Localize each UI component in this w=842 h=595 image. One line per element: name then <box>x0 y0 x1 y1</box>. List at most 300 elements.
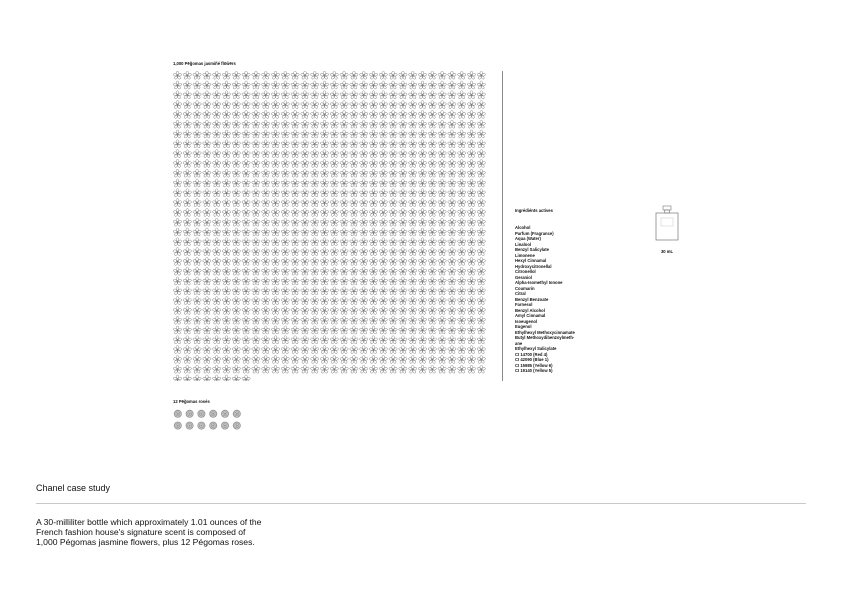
ingredient-item: Benzyl Benzoate <box>515 296 549 302</box>
jasmine-flower-icon <box>467 110 476 119</box>
jasmine-flower-icon <box>369 336 378 345</box>
jasmine-flower-icon <box>320 159 329 168</box>
jasmine-flower-icon <box>389 199 398 208</box>
jasmine-flower-icon <box>369 257 378 266</box>
jasmine-flower-icon <box>457 277 466 286</box>
jasmine-flower-icon <box>271 110 280 119</box>
jasmine-flower-icon <box>251 326 260 335</box>
jasmine-flower-icon <box>408 316 417 325</box>
jasmine-flower-icon <box>340 130 349 139</box>
jasmine-flower-icon <box>398 120 407 129</box>
jasmine-flower-icon <box>379 355 388 364</box>
perfume-bottle-icon <box>652 205 682 241</box>
jasmine-flower-icon <box>438 365 447 374</box>
jasmine-flower-icon <box>310 101 319 110</box>
jasmine-flower-icon <box>398 326 407 335</box>
jasmine-flower-icon <box>300 248 309 257</box>
jasmine-flower-icon <box>222 169 231 178</box>
jasmine-flower-icon <box>438 306 447 315</box>
jasmine-flower-icon <box>398 169 407 178</box>
jasmine-flower-icon <box>310 287 319 296</box>
jasmine-flower-icon <box>428 130 437 139</box>
bottle-volume-caption: 30 mL <box>660 249 674 254</box>
jasmine-flower-icon <box>232 81 241 90</box>
jasmine-flower-icon <box>389 346 398 355</box>
jasmine-flower-icon <box>261 71 270 80</box>
jasmine-flower-icon <box>212 316 221 325</box>
jasmine-flower-icon <box>222 159 231 168</box>
jasmine-flower-icon <box>183 208 192 217</box>
jasmine-flower-icon <box>477 91 486 100</box>
jasmine-flower-icon <box>251 287 260 296</box>
jasmine-flower-icon <box>291 297 300 306</box>
jasmine-flower-icon <box>389 257 398 266</box>
jasmine-flower-icon <box>349 101 358 110</box>
jasmine-flower-icon <box>457 365 466 374</box>
jasmine-flower-icon <box>222 101 231 110</box>
jasmine-flower-icon <box>349 169 358 178</box>
jasmine-flower-icon <box>300 306 309 315</box>
jasmine-flower-icon <box>379 316 388 325</box>
jasmine-flower-icon <box>359 91 368 100</box>
jasmine-flower-icon <box>330 199 339 208</box>
jasmine-flower-icon <box>202 297 211 306</box>
jasmine-flower-icon <box>369 91 378 100</box>
jasmine-flower-icon <box>202 336 211 345</box>
jasmine-flower-icon <box>340 228 349 237</box>
jasmine-flower-icon <box>389 316 398 325</box>
jasmine-flower-icon <box>408 218 417 227</box>
jasmine-flower-icon <box>359 150 368 159</box>
jasmine-flower-icon <box>202 179 211 188</box>
jasmine-flower-icon <box>457 316 466 325</box>
jasmine-flower-icon <box>310 91 319 100</box>
jasmine-flower-icon <box>183 120 192 129</box>
jasmine-flower-icon <box>271 248 280 257</box>
jasmine-flower-icon <box>212 326 221 335</box>
jasmine-flower-icon <box>398 316 407 325</box>
jasmine-flower-icon <box>291 228 300 237</box>
jasmine-flower-icon <box>212 101 221 110</box>
jasmine-flower-icon <box>212 140 221 149</box>
jasmine-flower-icon <box>251 267 260 276</box>
jasmine-flower-icon <box>222 91 231 100</box>
jasmine-flower-icon <box>477 110 486 119</box>
jasmine-flower-icon <box>349 199 358 208</box>
jasmine-flower-icon <box>300 150 309 159</box>
jasmine-flower-icon <box>457 238 466 247</box>
ingredient-item: Citral <box>515 291 526 297</box>
jasmine-flower-icon <box>261 101 270 110</box>
ingredient-item: CI 19140 (Yellow 5) <box>515 368 553 374</box>
jasmine-flower-icon <box>359 159 368 168</box>
jasmine-flower-icon <box>242 208 251 217</box>
jasmine-flower-icon <box>359 169 368 178</box>
jasmine-flower-icon <box>242 365 251 374</box>
jasmine-flower-icon <box>202 257 211 266</box>
jasmine-flower-icon <box>281 159 290 168</box>
jasmine-flower-icon <box>202 306 211 315</box>
jasmine-flower-icon <box>349 257 358 266</box>
jasmine-flower-icon <box>251 257 260 266</box>
jasmine-flower-icon <box>300 316 309 325</box>
jasmine-flower-icon <box>467 228 476 237</box>
ingredient-item: Ethylhexyl Methoxycinnamate <box>515 329 575 335</box>
jasmine-flower-icon <box>398 189 407 198</box>
jasmine-flower-icon <box>193 277 202 286</box>
jasmine-flower-icon <box>379 218 388 227</box>
jasmine-flower-icon <box>271 267 280 276</box>
jasmine-flower-icon <box>173 238 182 247</box>
jasmine-flower-icon <box>349 140 358 149</box>
jasmine-flower-icon <box>398 140 407 149</box>
jasmine-flower-icon <box>418 159 427 168</box>
jasmine-flower-icon <box>310 120 319 129</box>
jasmine-flower-icon <box>408 336 417 345</box>
jasmine-flower-icon <box>359 346 368 355</box>
jasmine-flower-icon <box>232 257 241 266</box>
jasmine-flower-icon <box>212 248 221 257</box>
jasmine-flower-icon <box>330 81 339 90</box>
jasmine-flower-icon <box>261 238 270 247</box>
jasmine-flower-icon <box>438 71 447 80</box>
jasmine-flower-icon <box>379 346 388 355</box>
jasmine-flower-icon <box>242 287 251 296</box>
jasmine-flower-icon <box>418 267 427 276</box>
jasmine-flower-icon <box>251 179 260 188</box>
jasmine-flower-icon <box>193 169 202 178</box>
jasmine-flower-icon <box>320 248 329 257</box>
jasmine-flower-icon <box>183 297 192 306</box>
jasmine-flower-icon <box>349 297 358 306</box>
ingredient-item: CI 42090 (Blue 1) <box>515 357 549 363</box>
jasmine-flower-icon <box>389 248 398 257</box>
jasmine-flower-icon <box>271 355 280 364</box>
jasmine-flower-icon <box>438 169 447 178</box>
jasmine-flower-icon <box>173 208 182 217</box>
jasmine-flower-icon <box>428 306 437 315</box>
jasmine-flower-icon <box>261 336 270 345</box>
jasmine-flower-icon <box>330 287 339 296</box>
jasmine-flower-icon <box>467 208 476 217</box>
jasmine-flower-icon <box>359 208 368 217</box>
jasmine-flower-icon <box>202 71 211 80</box>
jasmine-flower-icon <box>232 228 241 237</box>
jasmine-flower-icon <box>379 81 388 90</box>
jasmine-flower-icon <box>418 81 427 90</box>
jasmine-flower-icon <box>359 238 368 247</box>
jasmine-flower-icon <box>173 336 182 345</box>
jasmine-flower-icon <box>193 130 202 139</box>
jasmine-flower-icon <box>477 297 486 306</box>
rose-icon <box>174 410 182 418</box>
jasmine-flower-icon <box>173 297 182 306</box>
jasmine-flower-icon <box>379 110 388 119</box>
jasmine-flower-icon <box>467 297 476 306</box>
jasmine-flower-icon <box>457 218 466 227</box>
rose-icon <box>209 422 217 430</box>
jasmine-flower-icon <box>232 140 241 149</box>
jasmine-flower-icon <box>232 248 241 257</box>
jasmine-flower-icon <box>310 238 319 247</box>
jasmine-flower-icon <box>369 101 378 110</box>
jasmine-flower-icon <box>340 267 349 276</box>
jasmine-flower-icon <box>398 267 407 276</box>
jasmine-flower-icon <box>428 346 437 355</box>
jasmine-flower-icon <box>438 159 447 168</box>
jasmine-flower-icon <box>271 365 280 374</box>
jasmine-flower-icon <box>271 336 280 345</box>
jasmine-flower-icon <box>183 336 192 345</box>
jasmine-flower-icon <box>222 81 231 90</box>
jasmine-flower-icon <box>369 277 378 286</box>
jasmine-flower-icon <box>389 81 398 90</box>
jasmine-flower-icon <box>457 248 466 257</box>
jasmine-flower-icon <box>271 179 280 188</box>
jasmine-flower-icon <box>408 228 417 237</box>
jasmine-flower-icon <box>173 248 182 257</box>
jasmine-flower-icon <box>291 150 300 159</box>
roses-count-label: 12 Pēğomas rosés <box>173 399 210 404</box>
jasmine-flower-icon <box>379 71 388 80</box>
jasmine-flower-icon <box>291 169 300 178</box>
jasmine-flower-icon <box>291 199 300 208</box>
jasmine-flower-icon <box>408 346 417 355</box>
jasmine-flower-icon <box>271 228 280 237</box>
jasmine-flower-icon <box>418 257 427 266</box>
jasmine-flower-icon <box>310 130 319 139</box>
jasmine-flower-icon <box>330 326 339 335</box>
jasmine-flower-icon <box>202 101 211 110</box>
jasmine-flower-icon <box>447 248 456 257</box>
jasmine-flower-icon <box>242 355 251 364</box>
jasmine-flower-icon <box>281 248 290 257</box>
jasmine-flower-icon <box>408 326 417 335</box>
jasmine-flower-icon <box>183 91 192 100</box>
ingredient-item: Benzyl Alcohol <box>515 307 545 313</box>
jasmine-flower-icon <box>202 130 211 139</box>
jasmine-flower-icon <box>408 365 417 374</box>
jasmine-flower-icon <box>320 130 329 139</box>
jasmine-flower-icon <box>300 355 309 364</box>
rose-icon <box>209 410 217 418</box>
jasmine-flower-icon <box>232 326 241 335</box>
jasmine-flower-icon <box>300 140 309 149</box>
jasmine-flower-icon <box>477 316 486 325</box>
jasmine-flower-icon <box>222 218 231 227</box>
jasmine-flower-icon <box>467 101 476 110</box>
jasmine-flower-icon <box>359 277 368 286</box>
jasmine-flower-icon <box>477 169 486 178</box>
jasmine-flower-icon <box>271 101 280 110</box>
jasmine-flower-icon <box>300 277 309 286</box>
jasmine-flower-icon <box>281 365 290 374</box>
jasmine-flower-icon <box>271 71 280 80</box>
jasmine-flower-icon <box>477 130 486 139</box>
jasmine-flower-icon <box>457 287 466 296</box>
jasmine-flower-icon <box>457 120 466 129</box>
jasmine-flower-icon <box>173 228 182 237</box>
jasmine-flower-icon <box>291 130 300 139</box>
jasmine-flower-icon <box>202 375 211 381</box>
jasmine-flower-icon <box>281 306 290 315</box>
jasmine-count-label: 1,000 Pēğomas jasmiñé flöŵërs <box>173 61 236 66</box>
jasmine-flower-icon <box>349 326 358 335</box>
jasmine-flower-icon <box>271 189 280 198</box>
jasmine-flower-icon <box>447 150 456 159</box>
jasmine-flower-icon <box>222 316 231 325</box>
jasmine-flower-icon <box>438 130 447 139</box>
jasmine-flower-icon <box>193 189 202 198</box>
jasmine-flower-icon <box>418 218 427 227</box>
jasmine-flower-icon <box>202 287 211 296</box>
jasmine-flower-icon <box>242 91 251 100</box>
jasmine-flower-icon <box>398 110 407 119</box>
jasmine-flower-icon <box>340 277 349 286</box>
jasmine-flower-icon <box>467 150 476 159</box>
jasmine-flower-icon <box>261 91 270 100</box>
jasmine-flower-icon <box>310 257 319 266</box>
jasmine-flower-icon <box>310 346 319 355</box>
jasmine-flower-icon <box>281 208 290 217</box>
jasmine-flower-icon <box>261 326 270 335</box>
jasmine-flower-icon <box>251 218 260 227</box>
jasmine-flower-icon <box>349 189 358 198</box>
jasmine-flower-icon <box>281 297 290 306</box>
jasmine-flower-icon <box>300 120 309 129</box>
jasmine-flower-icon <box>398 81 407 90</box>
jasmine-flower-icon <box>310 208 319 217</box>
jasmine-flower-icon <box>193 248 202 257</box>
jasmine-flower-icon <box>193 346 202 355</box>
jasmine-flower-icon <box>438 189 447 198</box>
jasmine-flower-icon <box>300 238 309 247</box>
jasmine-flower-icon <box>330 336 339 345</box>
jasmine-flower-icon <box>389 169 398 178</box>
bottle-figure <box>652 205 682 254</box>
jasmine-flower-icon <box>457 267 466 276</box>
jasmine-flower-icon <box>222 375 231 381</box>
jasmine-flower-icon <box>261 346 270 355</box>
jasmine-flower-icon <box>438 208 447 217</box>
jasmine-flower-icon <box>193 199 202 208</box>
jasmine-flower-icon <box>173 346 182 355</box>
jasmine-flower-icon <box>428 81 437 90</box>
jasmine-flower-icon <box>251 248 260 257</box>
jasmine-flower-icon <box>232 218 241 227</box>
jasmine-flower-icon <box>467 355 476 364</box>
jasmine-flower-icon <box>428 71 437 80</box>
case-study-title: Chanel case study <box>36 483 111 493</box>
rose-icon <box>221 422 229 430</box>
jasmine-flower-icon <box>222 306 231 315</box>
jasmine-flower-icon <box>212 238 221 247</box>
jasmine-flower-icon <box>281 336 290 345</box>
jasmine-flower-icon <box>428 287 437 296</box>
jasmine-flower-icon <box>349 336 358 345</box>
jasmine-flower-icon <box>310 326 319 335</box>
jasmine-flower-icon <box>271 140 280 149</box>
jasmine-flower-icon <box>212 189 221 198</box>
jasmine-flower-icon <box>251 238 260 247</box>
jasmine-flower-icon <box>369 150 378 159</box>
jasmine-flower-icon <box>320 365 329 374</box>
jasmine-flower-icon <box>232 316 241 325</box>
jasmine-flower-icon <box>418 228 427 237</box>
jasmine-flower-icon <box>310 71 319 80</box>
jasmine-flower-icon <box>271 169 280 178</box>
jasmine-flower-icon <box>340 150 349 159</box>
jasmine-flower-icon <box>183 355 192 364</box>
jasmine-flower-icon <box>271 130 280 139</box>
jasmine-flower-icon <box>428 199 437 208</box>
jasmine-flower-icon <box>271 208 280 217</box>
rose-icon <box>197 410 205 418</box>
jasmine-flower-icon <box>251 208 260 217</box>
jasmine-flower-icon <box>398 71 407 80</box>
jasmine-flower-icon <box>271 81 280 90</box>
jasmine-flower-icon <box>467 159 476 168</box>
jasmine-flower-icon <box>183 306 192 315</box>
jasmine-flower-icon <box>447 365 456 374</box>
jasmine-flower-icon <box>202 199 211 208</box>
jasmine-flower-icon <box>173 110 182 119</box>
jasmine-flower-icon <box>349 130 358 139</box>
jasmine-flower-icon <box>193 297 202 306</box>
jasmine-flower-icon <box>340 306 349 315</box>
jasmine-flower-icon <box>467 199 476 208</box>
jasmine-flower-icon <box>310 199 319 208</box>
jasmine-flower-icon <box>232 287 241 296</box>
jasmine-flower-icon <box>447 140 456 149</box>
jasmine-flower-icon <box>457 326 466 335</box>
jasmine-flower-icon <box>379 257 388 266</box>
jasmine-flower-icon <box>340 71 349 80</box>
ingredient-item: Butyl Methoxydibenzoylmeth- <box>515 335 575 341</box>
jasmine-flower-icon <box>457 355 466 364</box>
jasmine-flower-icon <box>271 159 280 168</box>
jasmine-flower-icon <box>222 228 231 237</box>
jasmine-flower-icon <box>242 169 251 178</box>
jasmine-flower-icon <box>418 287 427 296</box>
jasmine-flower-icon <box>261 355 270 364</box>
jasmine-flower-icon <box>369 140 378 149</box>
jasmine-flower-icon <box>467 336 476 345</box>
jasmine-flower-icon <box>467 257 476 266</box>
jasmine-flower-icon <box>477 306 486 315</box>
jasmine-flower-icon <box>349 228 358 237</box>
jasmine-flower-icon <box>418 355 427 364</box>
jasmine-flower-icon <box>291 365 300 374</box>
jasmine-flower-icon <box>291 189 300 198</box>
jasmine-flower-icon <box>310 365 319 374</box>
jasmine-flower-icon <box>291 277 300 286</box>
jasmine-flower-icon <box>281 346 290 355</box>
jasmine-flower-icon <box>232 101 241 110</box>
jasmine-flower-icon <box>173 140 182 149</box>
jasmine-flower-icon <box>447 120 456 129</box>
ingredient-item: ane <box>515 340 523 346</box>
jasmine-flower-icon <box>281 140 290 149</box>
jasmine-flower-icon <box>418 238 427 247</box>
jasmine-flower-icon <box>467 189 476 198</box>
jasmine-flower-icon <box>438 277 447 286</box>
jasmine-flower-icon <box>193 287 202 296</box>
case-study-description: A 30-milliliter bottle which approximately 1.01 ounces of the French fashion house's signature scent is composed of 1,000 Pégomas jasmine flowers, plus 12 Pégomas roses. <box>36 517 262 547</box>
jasmine-flower-icon <box>222 297 231 306</box>
jasmine-flower-icon <box>261 159 270 168</box>
jasmine-flower-icon <box>183 101 192 110</box>
